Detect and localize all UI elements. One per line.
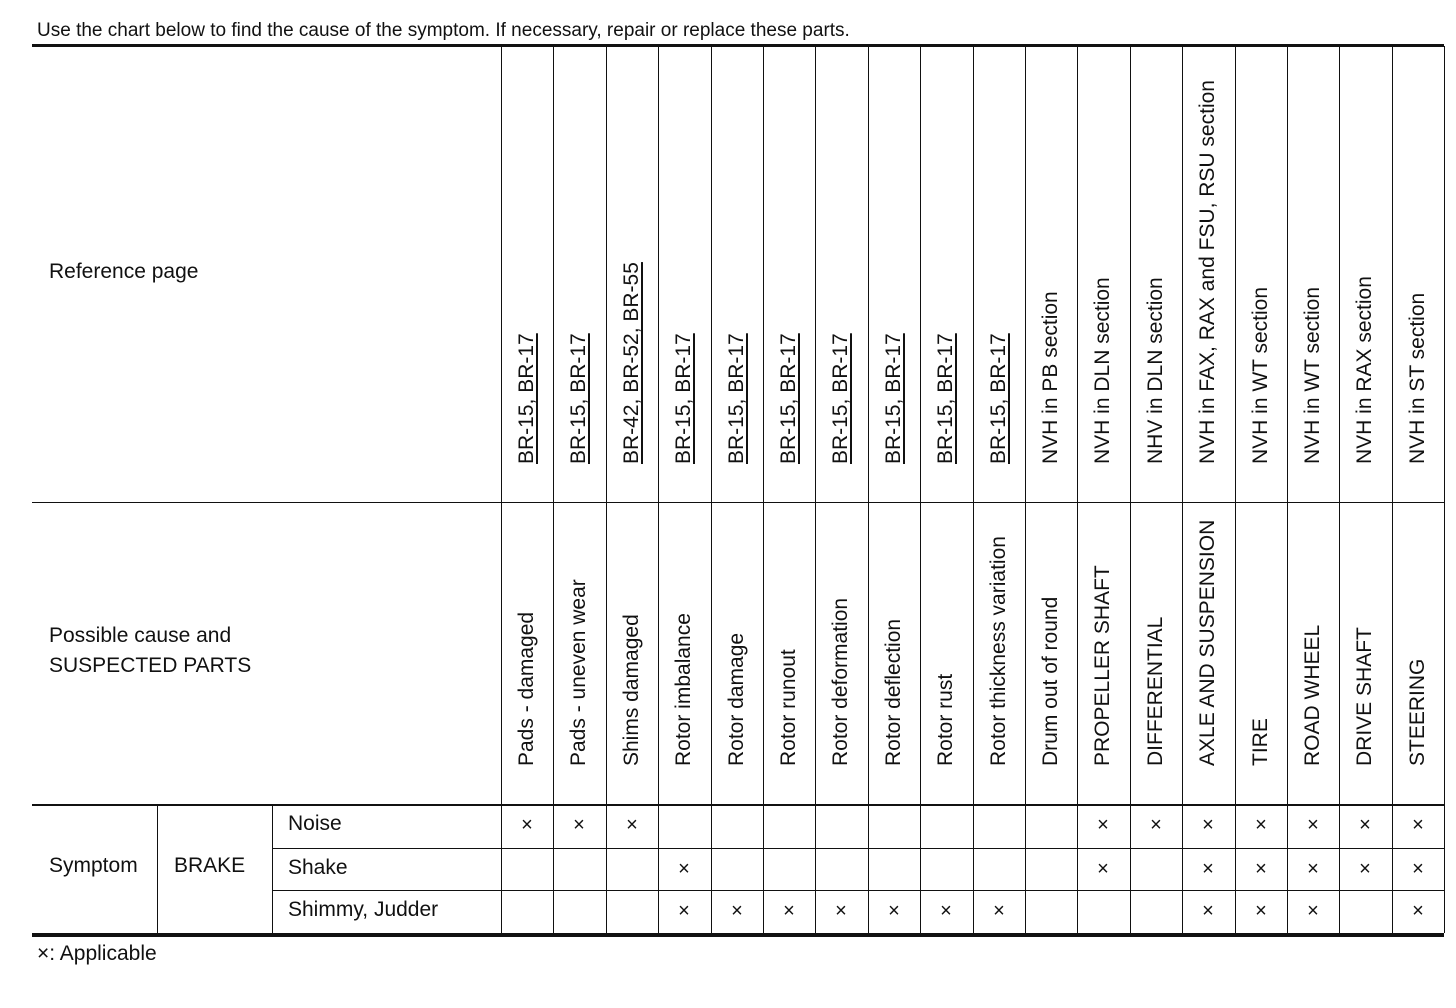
suspected-part-text: ROAD WHEEL (1301, 624, 1324, 766)
applicable-mark: × (1202, 814, 1214, 836)
reference-page-text: NVH in ST section (1406, 292, 1429, 464)
reference-page-text[interactable]: BR-15, BR-17 (672, 333, 695, 464)
applicable-mark: × (888, 900, 900, 922)
reference-page-text: NVH in FAX, RAX and FSU, RSU section (1196, 80, 1219, 464)
reference-page-text[interactable]: BR-15, BR-17 (987, 333, 1010, 464)
reference-page-text[interactable]: BR-15, BR-17 (882, 333, 905, 464)
suspected-part-cell (501, 502, 553, 790)
reference-page-text[interactable]: BR-15, BR-17 (515, 333, 538, 464)
reference-page-text: NVH in WT section (1249, 287, 1272, 464)
suspected-part-cell (711, 502, 763, 790)
applicable-mark: × (1097, 858, 1109, 880)
reference-page-text: NVH in WT section (1301, 287, 1324, 464)
suspected-part-text: AXLE AND SUSPENSION (1196, 519, 1219, 766)
applicable-mark: × (1150, 814, 1162, 836)
reference-page-text[interactable]: BR-15, BR-17 (934, 333, 957, 464)
brake-divider (272, 804, 273, 933)
applicable-mark: × (940, 900, 952, 922)
applicable-mark: × (1255, 858, 1267, 880)
suspected-part-cell (1077, 502, 1129, 790)
suspected-part-cell (658, 502, 710, 790)
suspected-part-text: Drum out of round (1039, 596, 1062, 766)
applicable-mark: × (1412, 900, 1424, 922)
applicable-mark: × (1359, 814, 1371, 836)
applicable-mark: × (1202, 858, 1214, 880)
suspected-part-cell (763, 502, 815, 790)
suspected-part-cell (868, 502, 920, 790)
symptom-row-label: Noise (288, 812, 342, 835)
suspected-part-text: STEERING (1406, 658, 1429, 766)
suspected-part-text: DRIVE SHAFT (1353, 627, 1376, 766)
suspected-part-cell (606, 502, 658, 790)
suspected-part-cell (1025, 502, 1077, 790)
brake-group-label: BRAKE (174, 854, 246, 877)
suspected-part-cell (815, 502, 867, 790)
applicable-mark: × (1412, 858, 1424, 880)
suspected-part-text: Shims damaged (620, 614, 643, 766)
applicable-mark: × (1097, 814, 1109, 836)
reference-page-text: NVH in PB section (1039, 291, 1062, 464)
suspected-part-text: Rotor runout (777, 649, 800, 766)
reference-page-text[interactable]: BR-15, BR-17 (829, 333, 852, 464)
applicable-mark: × (573, 814, 585, 836)
applicable-mark: × (1307, 814, 1319, 836)
reference-page-cell (973, 46, 1025, 488)
suspected-part-cell (1130, 502, 1182, 790)
reference-page-cell (763, 46, 815, 488)
suspected-part-text: Rotor thickness variation (987, 536, 1010, 766)
applicable-mark: × (783, 900, 795, 922)
suspected-part-cell (553, 502, 605, 790)
reference-page-text: NVH in DLN section (1091, 277, 1114, 464)
reference-page-cell (606, 46, 658, 488)
possible-cause-label-line1: Possible cause and (49, 624, 232, 647)
applicable-mark: × (1359, 858, 1371, 880)
reference-page-label: Reference page (49, 260, 199, 283)
reference-page-cell (868, 46, 920, 488)
possible-cause-label-line2: SUSPECTED PARTS (49, 654, 252, 677)
applicable-mark: × (678, 858, 690, 880)
reference-page-cell (1339, 46, 1391, 488)
reference-page-cell (815, 46, 867, 488)
reference-page-cell (711, 46, 763, 488)
reference-page-cell (658, 46, 710, 488)
reference-page-cell (501, 46, 553, 488)
reference-page-text: NHV in DLN section (1144, 277, 1167, 464)
reference-page-text[interactable]: BR-15, BR-17 (567, 333, 590, 464)
suspected-part-text: Pads - uneven wear (567, 579, 590, 766)
suspected-part-text: Rotor imbalance (672, 613, 695, 766)
suspected-part-cell (1235, 502, 1287, 790)
suspected-part-text: Rotor damage (725, 632, 748, 766)
applicable-mark: × (678, 900, 690, 922)
reference-page-text[interactable]: BR-42, BR-52, BR-55 (620, 262, 643, 464)
suspected-part-cell (1339, 502, 1391, 790)
applicable-mark: × (1255, 814, 1267, 836)
reference-page-cell (1235, 46, 1287, 488)
reference-page-text: NVH in RAX section (1353, 276, 1376, 464)
reference-page-cell (1287, 46, 1339, 488)
table-bottom-border (32, 933, 1444, 937)
suspected-part-cell (1287, 502, 1339, 790)
suspected-part-text: Rotor deformation (829, 597, 852, 766)
intro-text: Use the chart below to find the cause of the symptom. If necessary, repair or replace these parts. (37, 20, 850, 41)
reference-page-cell (1392, 46, 1444, 488)
suspected-part-cell (920, 502, 972, 790)
suspected-part-text: PROPELLER SHAFT (1091, 565, 1114, 766)
applicable-mark: × (1255, 900, 1267, 922)
reference-page-cell (920, 46, 972, 488)
symptom-row-label: Shake (288, 856, 348, 879)
possible-cause-label (49, 621, 251, 681)
suspected-part-cell (1392, 502, 1444, 790)
applicable-mark: × (1412, 814, 1424, 836)
applicable-mark: × (521, 814, 533, 836)
suspected-part-cell (1182, 502, 1234, 790)
suspected-part-text: DIFFERENTIAL (1144, 616, 1167, 766)
reference-page-text[interactable]: BR-15, BR-17 (725, 333, 748, 464)
symptom-row-label: Shimmy, Judder (288, 898, 439, 921)
applicable-mark: × (835, 900, 847, 922)
suspected-part-text: Rotor deflection (882, 618, 905, 766)
suspected-part-text: Rotor rust (934, 673, 957, 766)
suspected-part-cell (973, 502, 1025, 790)
applicable-mark: × (1202, 900, 1214, 922)
applicable-mark: × (626, 814, 638, 836)
reference-page-cell (553, 46, 605, 488)
applicable-mark: × (731, 900, 743, 922)
reference-page-text[interactable]: BR-15, BR-17 (777, 333, 800, 464)
applicable-mark: × (1307, 900, 1319, 922)
symptom-label: Symptom (49, 854, 138, 877)
applicable-mark: × (1307, 858, 1319, 880)
reference-page-cell (1025, 46, 1077, 488)
reference-page-cell (1130, 46, 1182, 488)
reference-page-cell (1182, 46, 1234, 488)
applicable-mark: × (993, 900, 1005, 922)
symptom-divider (157, 804, 158, 933)
reference-page-cell (1077, 46, 1129, 488)
suspected-part-text: TIRE (1249, 718, 1272, 766)
column-divider (1444, 46, 1445, 933)
applicable-footnote: ×: Applicable (37, 942, 157, 965)
suspected-part-text: Pads - damaged (515, 611, 538, 766)
